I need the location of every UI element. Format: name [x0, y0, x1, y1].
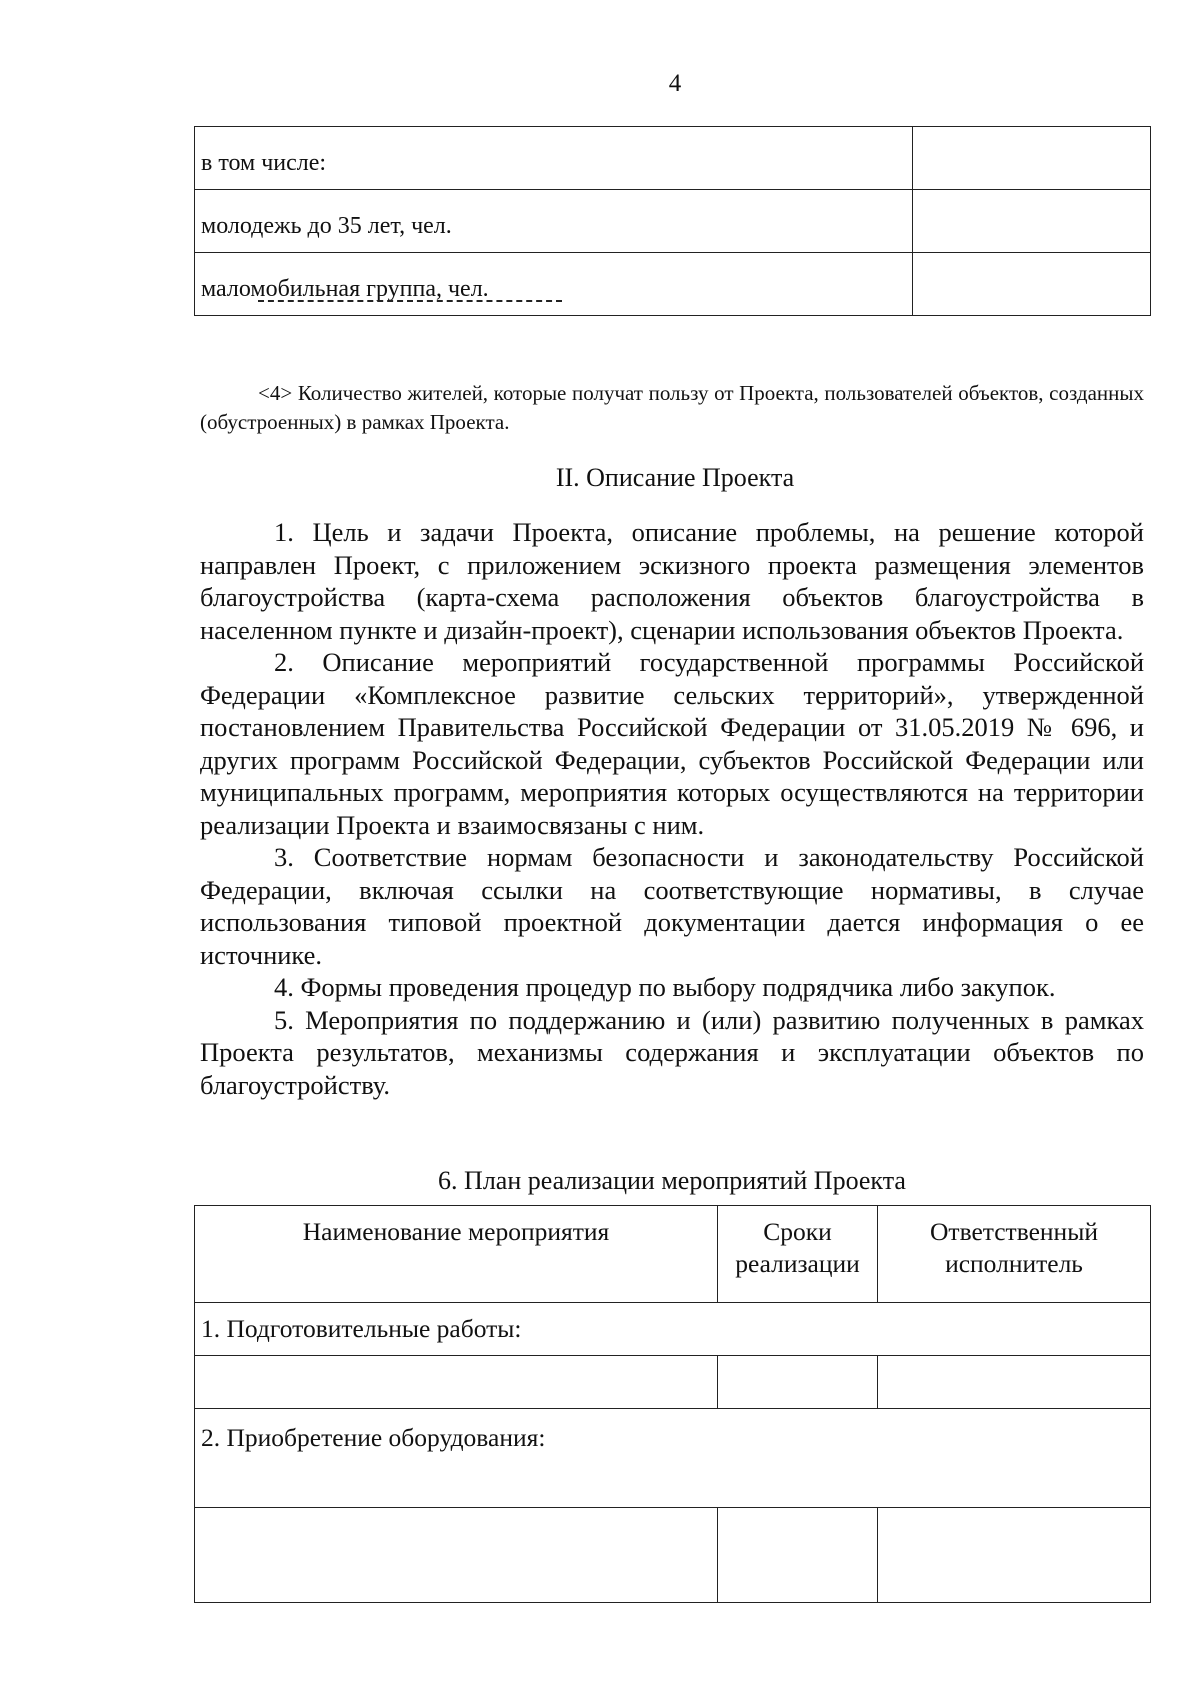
- row-label: маломобильная группа, чел.: [195, 253, 913, 316]
- section-preparatory-work: 1. Подготовительные работы:: [195, 1303, 1151, 1356]
- row-label: молодежь до 35 лет, чел.: [195, 190, 913, 253]
- table-header-row: [195, 1206, 1151, 1303]
- empty-cell: [878, 1356, 1151, 1409]
- footnote: <4> Количество жителей, которые получат пользу от Проекта, пользователей объектов, созданных (обустроенных) в рамках Проекта.: [200, 381, 1144, 434]
- table-row: [195, 1508, 1151, 1603]
- empty-cell: [878, 1508, 1151, 1603]
- section-title: II. Описание Проекта: [555, 463, 795, 492]
- table-section-row: [195, 1409, 1151, 1508]
- table-row: [195, 127, 1151, 190]
- value-cell: [913, 253, 1151, 316]
- value-cell: [913, 190, 1151, 253]
- row-label: в том числе:: [195, 127, 913, 190]
- paragraph-3: 3. Соответствие нормам безопасности и законодательству Российской Федерации, включая ссылки на соответствующие нормативы, в случае использования типовой проектной документации дается информация о ее источнике.: [200, 842, 1144, 970]
- empty-cell: [195, 1508, 718, 1603]
- header-responsible: Ответственный исполнитель: [878, 1206, 1151, 1303]
- plan-table-title: 6. План реализации мероприятий Проекта: [438, 1166, 906, 1195]
- paragraph-2: 2. Описание мероприятий государственной программы Российской Федерации «Комплексное развитие сельских территорий», утвержденной постановлением Правительства Российской Федерации от 31.05.2019 № 696, и других программ Российской Федерации, субъектов Российской Федерации или муниципальных программ, мероприятия которых осуществляются на территории реализации Проекта и взаимосвязаны с ним.: [200, 647, 1144, 840]
- description-body: [200, 516, 1144, 1101]
- paragraph-1: 1. Цель и задачи Проекта, описание проблемы, на решение которой направлен Проект, с приложением эскизного проекта размещения элементов благоустройства (карта-схема расположения объектов благоустройства в населенном пункте и дизайн-проект), сценарии использования объектов Проекта.: [200, 517, 1144, 645]
- header-activity-name: Наименование мероприятия: [195, 1206, 718, 1303]
- paragraph-5: 5. Мероприятия по поддержанию и (или) развитию полученных в рамках Проекта результатов, механизмы содержания и эксплуатации объектов по благоустройству.: [200, 1004, 1144, 1100]
- section-equipment-purchase: 2. Приобретение оборудования:: [195, 1409, 1151, 1508]
- table-row: [195, 1356, 1151, 1409]
- paragraph-4: 4. Формы проведения процедур по выбору подрядчика либо закупок.: [274, 972, 1056, 1002]
- page-number: 4: [668, 70, 682, 97]
- empty-cell: [718, 1356, 878, 1409]
- table-row: [195, 190, 1151, 253]
- empty-cell: [195, 1356, 718, 1409]
- plan-table: [194, 1205, 1151, 1603]
- header-deadlines: Сроки реализации: [718, 1206, 878, 1303]
- table-section-row: [195, 1303, 1151, 1356]
- participants-table: [194, 126, 1151, 316]
- value-cell: [913, 127, 1151, 190]
- empty-cell: [718, 1508, 878, 1603]
- footnote-separator: [258, 300, 562, 302]
- table-row: [195, 253, 1151, 316]
